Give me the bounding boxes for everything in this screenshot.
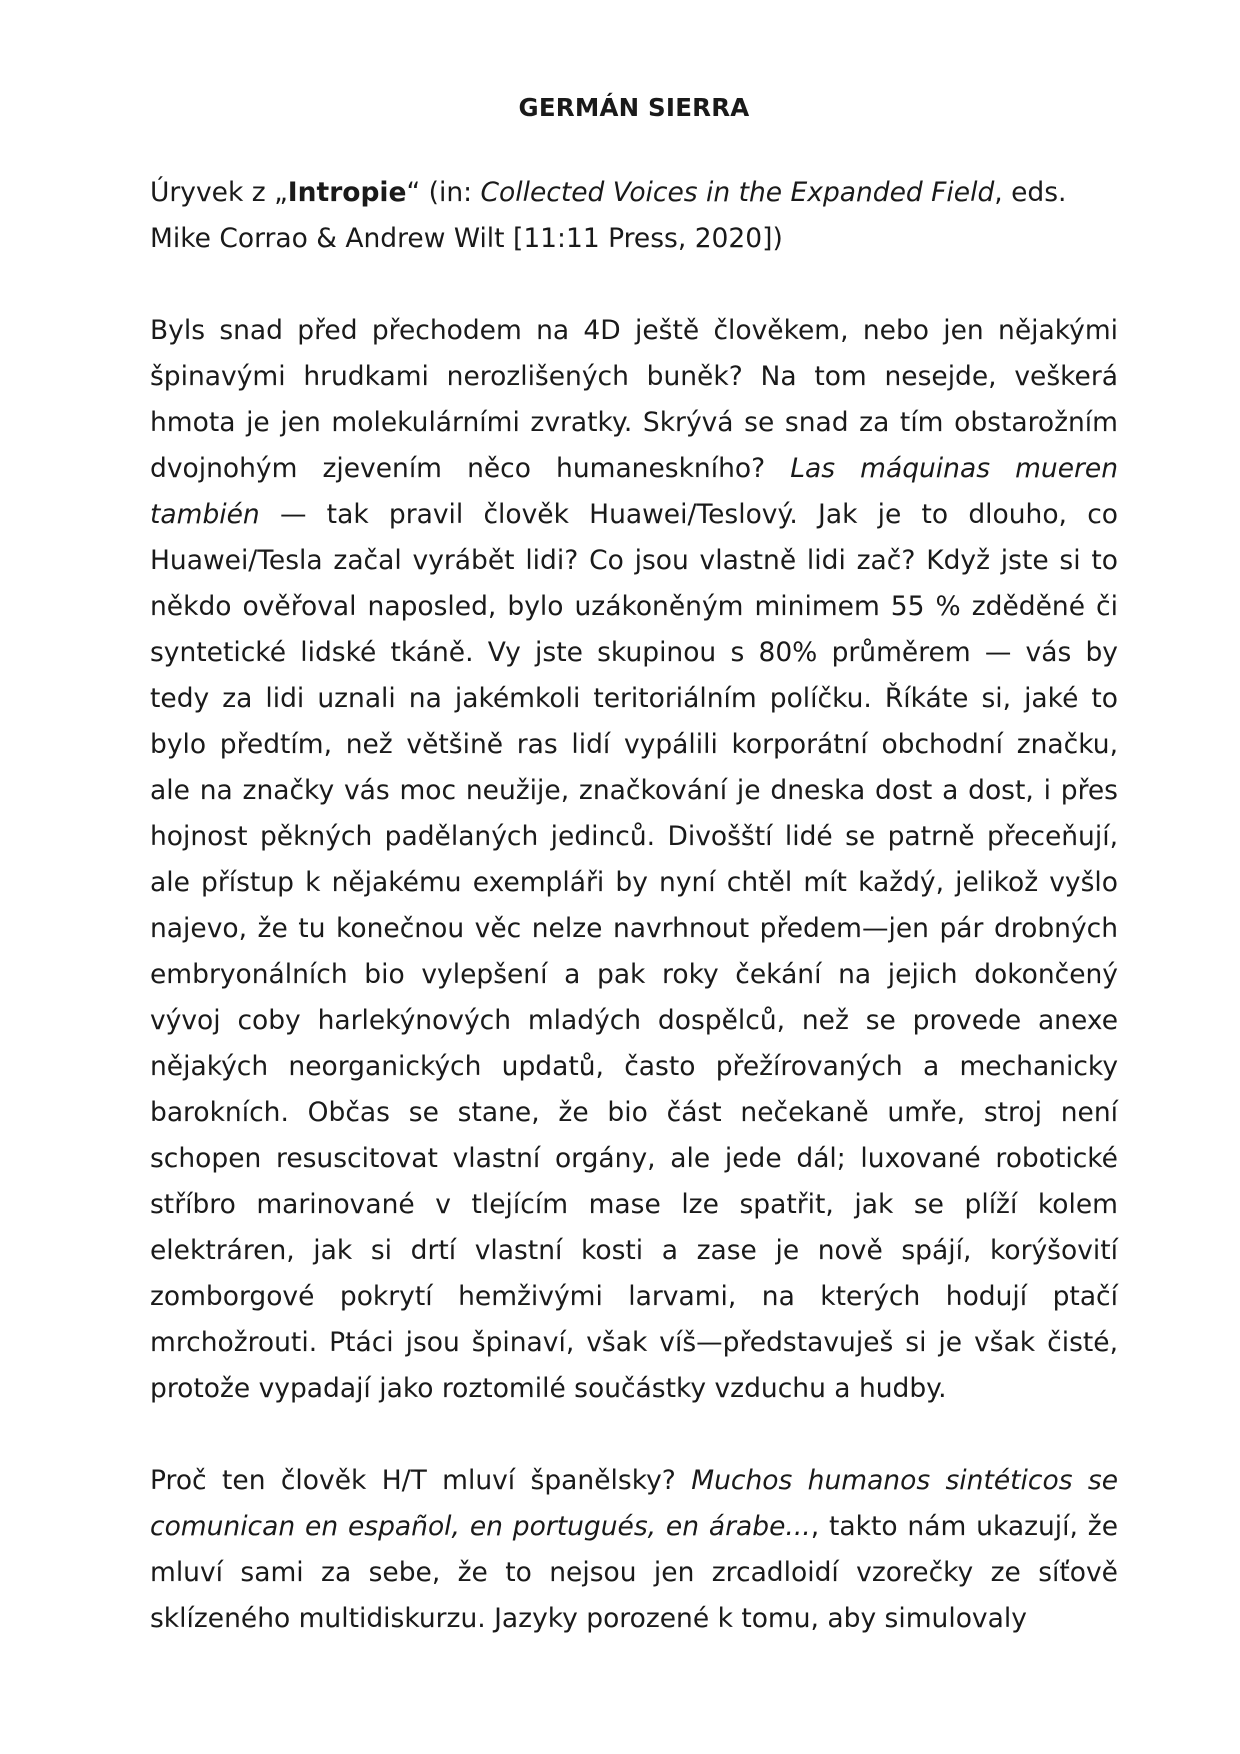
paragraph-2-part-1: Proč ten člověk H/T mluví španělsky? — [150, 1465, 692, 1496]
source-mid: “ (in: — [406, 177, 481, 208]
source-prefix: Úryvek z „ — [150, 177, 288, 208]
paragraph-2-italic: Muchos humanos sintéticos se comunican en español, en portugués, en árabe... — [150, 1465, 1118, 1542]
paragraph-1-part-2: — tak pravil člověk Huawei/Teslový. Jak je to dlouho, co Huawei/Tesla začal vyrábět lidi? Co jsou vlastně lidi zač? Když jste si to někdo ověřoval naposled, bylo uzákoněným minimem 55 % zděděné či syntetické lidské tkáně. Vy jste skupinou s 80% průměrem — vás by tedy za lidi uznali na jakémkoli teritoriálním políčku. Říkáte si, jaké to bylo předtím, než většině ras lidí vypálili korporátní obchodní značku, ale na značky vás moc neužije, značkování je dneska dost a dost, i přes hojnost pěkných padělaných jedinců. Divošští lidé se patrně přeceňují, ale přístup k nějakému exempláři by nyní chtěl mít každý, jelikož vyšlo najevo, že tu konečnou věc nelze navrhnout předem—jen pár drobných embryonálních bio vylepšení a pak roky čekání na jejich dokončený vývoj coby harlekýnových mladých dospělců, než se provede anexe nějakých neorganických updatů, často přežírovaných a mechanicky barokních. Občas se stane, že bio část nečekaně umře, stroj není schopen resuscitovat vlastní orgány, ale jede dál; luxované robotické stříbro marinované v tlejícím mase lze spatřit, jak se plíží kolem elektráren, jak si drtí vlastní kosti a zase je nově spájí, korýšovití zomborgové pokrytí hemživými larvami, na kterých hodují ptačí mrchožrouti. Ptáci jsou špinaví, však víš—představuješ si je však čisté, protože vypadají jako roztomilé součástky vzduchu a hudby. — [150, 499, 1118, 1404]
paragraph-2 — [150, 1458, 1118, 1642]
paragraph-1-part-1: Byls snad před přechodem na 4D ještě člověkem, nebo jen nějakými špinavými hrudkami nerozlišených buněk? Na tom nesejde, veškerá hmota je jen molekulárními zvratky. Skrývá se snad za tím obstarožním dvojnohým zjevením něco humaneskního? — [150, 315, 1118, 484]
paragraph-1 — [150, 308, 1118, 1412]
work-title: Intropie — [287, 177, 407, 208]
anthology-title: Collected Voices in the Expanded Field — [480, 177, 995, 208]
paragraph-2-part-2: , takto nám ukazují, že mluví sami za sebe, že to nejsou jen zrcadloidí vzorečky ze síťově sklízeného multidiskurzu. Jazyky porozené k tomu, aby simulovaly — [150, 1511, 1119, 1634]
paragraph-1-italic: Las máquinas mueren también — [150, 453, 1118, 530]
source-citation — [150, 170, 1118, 262]
source-suffix: , eds. Mike Corrao & Andrew Wilt [11:11 Press, 2020]) — [150, 177, 1067, 254]
author-heading: GERMÁN SIERRA — [518, 93, 750, 122]
document-page — [150, 88, 1118, 1642]
